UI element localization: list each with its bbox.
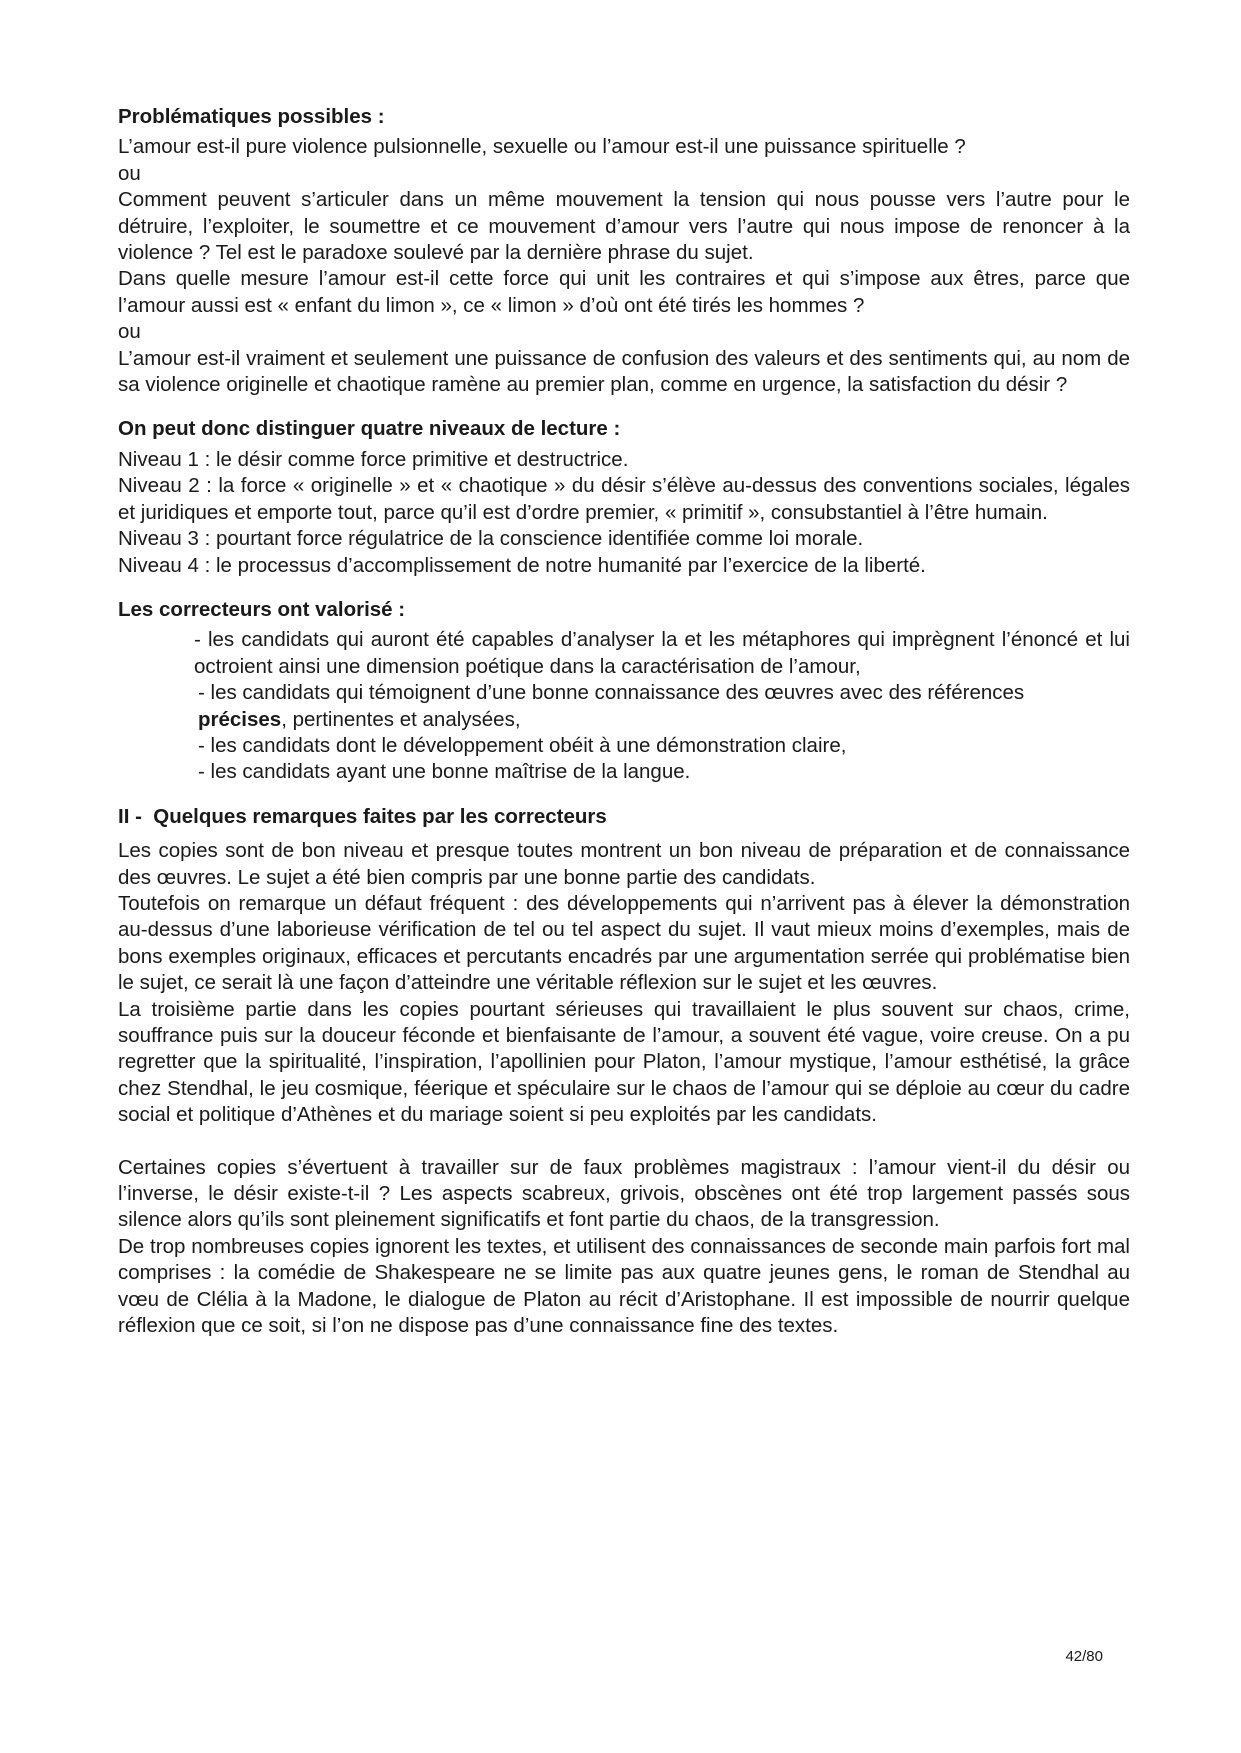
emphasis-text: précises: [198, 707, 282, 731]
section-valorise: [118, 597, 1130, 786]
list-item-text: - les candidats qui témoignent d’une bonne connaissance des œuvres avec des références: [198, 681, 1025, 705]
paragraph: De trop nombreuses copies ignorent les textes, et utilisent des connaissances de seconde main parfois fort mal comprises : la comédie de Shakespeare ne se limite pas aux quatre jeunes gens, le roman de Stendhal au vœu de Clélia à la Madone, le dialogue de Platon au récit d’Aristophane. Il est impossible de nourrir quelque réflexion que ce soit, si l’on ne dispose pas d’une connaissance fine des textes.: [118, 1234, 1130, 1338]
section-heading-remarques: II - Quelques remarques faites par les correcteurs: [118, 804, 607, 828]
niveau-item: Niveau 2 : la force « originelle » et « chaotique » du désir s’élève au-dessus des conventions sociales, légales et juridiques et emporte tout, parce qu’il est d’ordre premier, « primitif », consubstantiel à l’être humain.: [118, 474, 1130, 524]
list-item: - les candidats qui auront été capables d’analyser la et les métaphores qui imprègnent l’énoncé et lui octroient ainsi une dimension poétique dans la caractérisation de l’amour,: [194, 628, 1130, 678]
list-item: [194, 680, 1130, 733]
section-niveaux: [118, 416, 1130, 578]
paragraph: Les copies sont de bon niveau et presque toutes montrent un bon niveau de préparation et de connaissance des œuvres. Le sujet a été bien compris par une bonne partie des candidats.: [118, 839, 1130, 889]
paragraph: Dans quelle mesure l’amour est-il cette force qui unit les contraires et qui s’impose aux êtres, parce que l’amour aussi est « enfant du limon », ce « limon » d’où ont été tirés les hommes ?: [118, 267, 1130, 317]
paragraph: Certaines copies s’évertuent à travailler sur de faux problèmes magistraux : l’amour vient-il du désir ou l’inverse, le désir existe-t-il ? Les aspects scabreux, grivois, obscènes ont été trop largement passés sous silence alors qu’ils sont pleinement significatifs et font partie du chaos, de la transgression.: [118, 1155, 1130, 1232]
connector-ou: ou: [118, 320, 141, 344]
list-item: - les candidats dont le développement obéit à une démonstration claire,: [198, 733, 847, 757]
list-item: - les candidats ayant une bonne maîtrise de la langue.: [198, 760, 691, 784]
section-remarques: [118, 804, 1130, 1340]
niveau-item: Niveau 3 : pourtant force régulatrice de la conscience identifiée comme loi morale.: [118, 527, 864, 551]
valorise-list: [118, 627, 1130, 785]
spacer: [118, 1129, 1130, 1155]
paragraph: L’amour est-il pure violence pulsionnelle, sexuelle ou l’amour est-il une puissance spirituelle ?: [118, 135, 966, 159]
niveaux-list: [118, 447, 1130, 579]
niveau-item: Niveau 1 : le désir comme force primitive et destructrice.: [118, 447, 629, 471]
paragraph: Comment peuvent s’articuler dans un même mouvement la tension qui nous pousse vers l’autre pour le détruire, l’exploiter, le soumettre et ce mouvement d’amour vers l’autre qui nous impose de renoncer à la violence ? Tel est le paradoxe soulevé par la dernière phrase du sujet.: [118, 188, 1130, 265]
page-number: 42/80: [1065, 1648, 1103, 1665]
list-item-text: , pertinentes et analysées,: [281, 707, 521, 731]
problematiques-body: [118, 134, 1130, 398]
spacer: [118, 786, 1130, 804]
spacer: [118, 579, 1130, 597]
section-heading-niveaux: On peut donc distinguer quatre niveaux de lecture :: [118, 417, 621, 441]
section-heading-valorise: Les correcteurs ont valorisé :: [118, 597, 406, 621]
connector-ou: ou: [118, 161, 141, 185]
document-page: [118, 104, 1130, 1339]
paragraph: Toutefois on remarque un défaut fréquent : des développements qui n’arrivent pas à élever la démonstration au-dessus d’une laborieuse vérification de tel ou tel aspect du sujet. Il vaut mieux moins d’exemples, mais de bons exemples originaux, efficaces et percutants encadrés par une argumentation serrée qui problématise bien le sujet, ce serait là une façon d’atteindre une véritable réflexion sur le sujet et les œuvres.: [118, 891, 1130, 995]
section-problematiques: [118, 104, 1130, 398]
spacer: [118, 398, 1130, 416]
niveau-item: Niveau 4 : le processus d’accomplissement de notre humanité par l’exercice de la liberté.: [118, 553, 926, 577]
paragraph: La troisième partie dans les copies pourtant sérieuses qui travaillaient le plus souvent sur chaos, crime, souffrance puis sur la douceur féconde et bienfaisante de l’amour, a souvent été vague, voire creuse. On a pu regretter que la spiritualité, l’inspiration, l’apollinien pour Platon, l’amour mystique, l’amour esthétisé, la grâce chez Stendhal, le jeu cosmique, féerique et spéculaire sur le chaos de l’amour qui se déploie au cœur du cadre social et politique d’Athènes et du mariage soient si peu exploités par les candidats.: [118, 997, 1130, 1127]
remarques-body: [118, 838, 1130, 1339]
paragraph: L’amour est-il vraiment et seulement une puissance de confusion des valeurs et des sentiments qui, au nom de sa violence originelle et chaotique ramène au premier plan, comme en urgence, la satisfaction du désir ?: [118, 346, 1130, 397]
section-heading-problematiques: Problématiques possibles :: [118, 105, 385, 128]
